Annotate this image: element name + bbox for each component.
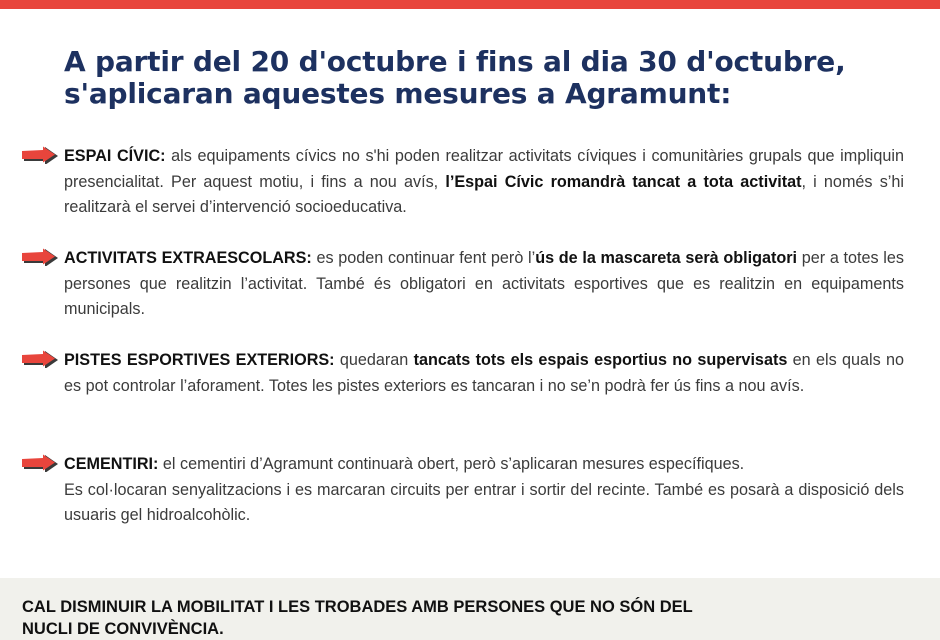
measure-item-activitats-extraescolars — [64, 246, 904, 323]
footer-banner — [0, 578, 940, 640]
top-accent-bar — [0, 0, 940, 9]
title-line-2: s'aplicaran aquestes mesures a Agramunt: — [64, 77, 732, 110]
measure-heading: PISTES ESPORTIVES EXTERIORS: — [64, 351, 335, 369]
measure-text: ACTIVITATS EXTRAESCOLARS: es poden continuar fent però l’ús de la mascareta serà obligatori per a totes les persones que realitzin l’activitat. També és obligatori en activitats esportives que es realitzin en equipaments municipals. — [64, 249, 904, 318]
footer-line-2: NUCLI DE CONVIVÈNCIA. — [22, 620, 224, 638]
measure-highlight: l’Espai Cívic romandrà tancat a tota activitat — [445, 172, 802, 191]
measure-heading: ACTIVITATS EXTRAESCOLARS: — [64, 249, 312, 267]
measure-item-pistes-esportives — [64, 348, 904, 399]
measure-item-espai-civic — [64, 144, 904, 221]
measure-text-extra: Es col·locaran senyalitzacions i es marcaran circuits per entrar i sortir del recinte. També es posarà a disposició dels usuaris gel hidroalcohòlic. — [64, 480, 904, 524]
measure-text: ESPAI CÍVIC: als equipaments cívics no s'hi poden realitzar activitats cíviques i comunitàries grupals que impliquin presencialitat. Per aquest motiu, i fins a nou avís, l’Espai Cívic romandrà tancat a tota activitat, i només s’hi realitzarà el servei d’intervenció socioeducativa. — [64, 147, 905, 216]
measure-heading: CEMENTIRI: — [64, 455, 159, 473]
page-title — [64, 46, 924, 110]
measure-highlight: ús de la mascareta serà obligatori — [535, 249, 798, 267]
measure-text: PISTES ESPORTIVES EXTERIORS: quedaran tancats tots els espais esportius no supervisats en els quals no es pot controlar l’aforament. Totes les pistes exteriors es tancaran i no se’n podrà fer ús fins a nou avís. — [64, 351, 904, 395]
measure-item-cementiri — [64, 452, 904, 529]
footer-message — [22, 596, 782, 640]
arrow-right-icon — [20, 454, 58, 472]
title-line-1: A partir del 20 d'octubre i fins al dia 30 d'octubre, — [64, 45, 846, 78]
arrow-right-icon — [20, 146, 58, 164]
measure-text: CEMENTIRI: el cementiri d’Agramunt continuarà obert, però s’aplicaran mesures específiques. — [64, 455, 745, 473]
measure-heading: ESPAI CÍVIC: — [64, 147, 166, 165]
measure-highlight: tancats tots els espais esportius no supervisats — [413, 351, 788, 369]
footer-line-1: CAL DISMINUIR LA MOBILITAT I LES TROBADES AMB PERSONES QUE NO SÓN DEL — [22, 598, 693, 616]
arrow-right-icon — [20, 248, 58, 266]
arrow-right-icon — [20, 350, 58, 368]
